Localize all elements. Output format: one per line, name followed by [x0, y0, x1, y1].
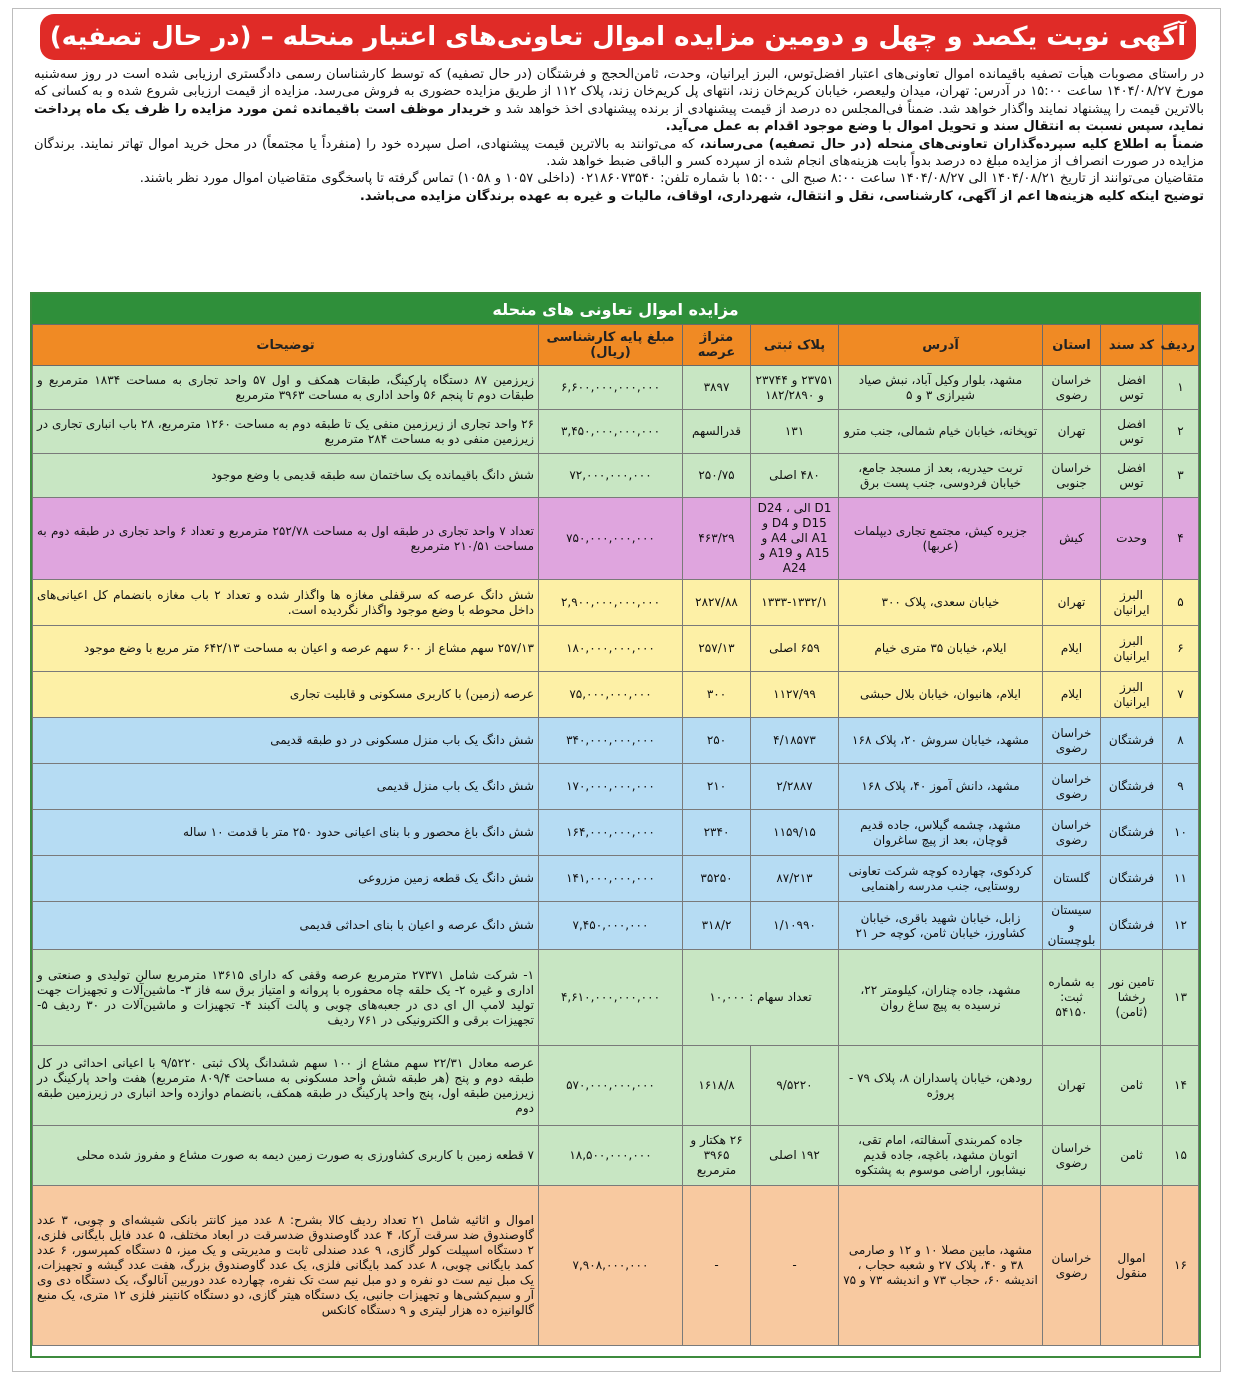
header-address: آدرس: [839, 325, 1043, 366]
table-title: مزایده اموال تعاونی های منحله: [32, 294, 1199, 324]
table-row: [33, 580, 1199, 626]
cell-address: مشهد، دانش آموز ۴۰، پلاک ۱۶۸: [839, 764, 1043, 810]
table-row: [33, 902, 1199, 950]
cell-doc-code: البرز ایرانیان: [1101, 626, 1163, 672]
cell-registration-plate: ۲/۲۸۸۷: [751, 764, 839, 810]
cell-address: زابل، خیابان شهید باقری، خیابان کشاورز، خیابان ثامن، کوچه حر ۲۱: [839, 902, 1043, 950]
cell-base-price: ۱۴۱,۰۰۰,۰۰۰,۰۰۰: [539, 856, 683, 902]
intro-buyer-obligation: خریدار موظف است باقیمانده ثمن مورد مزایده را ظرف یک ماه پرداخت نماید، سپس نسبت به انتقال سند و تحویل اموال با وضع موجود اقدام به عمل می‌آید.: [34, 101, 1204, 135]
cell-province: سیستان و بلوچستان: [1043, 902, 1101, 950]
cell-address: رودهن، خیابان پاسداران ۸، پلاک ۷۹ - پروژه: [839, 1046, 1043, 1126]
cell-description: ۲۵۷/۱۳ سهم مشاع از ۶۰۰ سهم عرصه و اعیان به مساحت ۶۴۲/۱۳ متر مربع با وضع موجود: [33, 626, 539, 672]
table-row: [33, 1046, 1199, 1126]
cell-description: شش دانگ یک باب منزل مسکونی در دو طبقه قدیمی: [33, 718, 539, 764]
cell-registration-plate: ۴۸۰ اصلی: [751, 454, 839, 498]
cell-province: کیش: [1043, 498, 1101, 580]
table-row: [33, 718, 1199, 764]
cell-base-price: ۴,۶۱۰,۰۰۰,۰۰۰,۰۰۰: [539, 950, 683, 1046]
cell-registration-plate: ۱۳۳۳-۱۳۳۲/۱: [751, 580, 839, 626]
cell-doc-code: افضل توس: [1101, 410, 1163, 454]
cell-row-number: ۸: [1163, 718, 1199, 764]
cell-description: شش دانگ باقیمانده یک ساختمان سه طبقه قدیمی با وضع موجود: [33, 454, 539, 498]
table-row: [33, 498, 1199, 580]
cell-doc-code: فرشتگان: [1101, 810, 1163, 856]
cell-area: ۱۶۱۸/۸: [683, 1046, 751, 1126]
cell-address: مشهد، چشمه گیلاس، جاده قدیم قوچان، بعد از پیچ ساغروان: [839, 810, 1043, 856]
table-row: [33, 856, 1199, 902]
cell-base-price: ۵۷۰,۰۰۰,۰۰۰,۰۰۰: [539, 1046, 683, 1126]
cell-area: ۳۵۲۵۰: [683, 856, 751, 902]
cell-doc-code: البرز ایرانیان: [1101, 672, 1163, 718]
cell-area: ۲۵۰: [683, 718, 751, 764]
cell-registration-plate: ۱۳۱: [751, 410, 839, 454]
cell-row-number: ۱۵: [1163, 1126, 1199, 1186]
cell-doc-code: فرشتگان: [1101, 856, 1163, 902]
table-row: [33, 810, 1199, 856]
cell-registration-plate: ۱۹۲ اصلی: [751, 1126, 839, 1186]
cell-area: ۳۸۹۷: [683, 366, 751, 410]
cell-row-number: ۷: [1163, 672, 1199, 718]
cell-registration-plate: ۸۷/۲۱۳: [751, 856, 839, 902]
table-row: [33, 626, 1199, 672]
cell-doc-code: تامین نور رخشا (ثامن): [1101, 950, 1163, 1046]
cell-row-number: ۶: [1163, 626, 1199, 672]
cell-base-price: ۷۵,۰۰۰,۰۰۰,۰۰۰: [539, 672, 683, 718]
table-row: [33, 672, 1199, 718]
cell-row-number: ۴: [1163, 498, 1199, 580]
cell-base-price: ۲,۹۰۰,۰۰۰,۰۰۰,۰۰۰: [539, 580, 683, 626]
cell-registration-plate: ۴/۱۸۵۷۳: [751, 718, 839, 764]
cell-base-price: ۷۵۰,۰۰۰,۰۰۰,۰۰۰: [539, 498, 683, 580]
cell-description: شش دانگ عرصه و اعیان با بنای احداثی قدیمی: [33, 902, 539, 950]
header-doc-code: کد سند: [1101, 325, 1163, 366]
cell-row-number: ۱۱: [1163, 856, 1199, 902]
cell-base-price: ۱۸,۵۰۰,۰۰۰,۰۰۰: [539, 1126, 683, 1186]
intro-paragraph-4: توضیح اینکه کلیه هزینه‌ها اعم از آگهی، کارشناسی، نقل و انتقال، شهرداری، اوقاف، مالیات و غیره به عهده برندگان مزایده می‌باشد.: [359, 188, 1204, 204]
cell-doc-code: ثامن: [1101, 1126, 1163, 1186]
table-row: [33, 366, 1199, 410]
table-row: [33, 1186, 1199, 1346]
cell-registration-plate: ۱۱۵۹/۱۵: [751, 810, 839, 856]
cell-area: ۲۸۲۷/۸۸: [683, 580, 751, 626]
cell-doc-code: البرز ایرانیان: [1101, 580, 1163, 626]
cell-province: خراسان رضوی: [1043, 810, 1101, 856]
cell-description: زیرزمین ۸۷ دستگاه پارکینگ، طبقات همکف و اول ۵۷ واحد تجاری به مساحت ۱۸۳۴ مترمربع و طبقات دوم تا پنجم ۵۶ واحد اداری به مساحت ۳۹۶۳ مترمربع: [33, 366, 539, 410]
cell-row-number: ۵: [1163, 580, 1199, 626]
cell-registration-plate: ۱/۱۰۹۹۰: [751, 902, 839, 950]
cell-description: ۲۶ واحد تجاری از زیرزمین منفی یک تا طبقه دوم به مساحت ۱۲۶۰ مترمربع، ۲۸ باب انباری تجاری در زیرزمین منفی دو به مساحت ۲۸۴ مترمربع: [33, 410, 539, 454]
cell-address: مشهد، جاده چناران، کیلومتر ۲۲، نرسیده به پیچ ساغ روان: [839, 950, 1043, 1046]
cell-description: عرصه (زمین) با کاربری مسکونی و قابلیت تجاری: [33, 672, 539, 718]
cell-registration-plate: D1 الی D24 ، D15 و D4 و A1 الی A4 و A15 و A19 و A24: [751, 498, 839, 580]
cell-registration-plate: ۹/۵۲۲۰: [751, 1046, 839, 1126]
header-registration-plate: پلاک ثبتی: [751, 325, 839, 366]
cell-base-price: ۷,۹۰۸,۰۰۰,۰۰۰: [539, 1186, 683, 1346]
cell-address: کردکوی، چهارده کوچه شرکت تعاونی روستایی، جنب مدرسه راهنمایی: [839, 856, 1043, 902]
auction-items-table: [32, 324, 1199, 1346]
cell-doc-code: افضل توس: [1101, 454, 1163, 498]
cell-address: تربت حیدریه، بعد از مسجد جامع، خیابان فردوسی، جنب پست برق: [839, 454, 1043, 498]
cell-address: جاده کمربندی آسفالته، امام تقی، اتوبان مشهد، باغچه، جاده قدیم نیشابور، اراضی موسوم به پشتکوه: [839, 1126, 1043, 1186]
cell-address: مشهد، خیابان سروش ۲۰، پلاک ۱۶۸: [839, 718, 1043, 764]
cell-doc-code: فرشتگان: [1101, 902, 1163, 950]
cell-province: خراسان رضوی: [1043, 718, 1101, 764]
cell-area: ۲۳۴۰: [683, 810, 751, 856]
intro-paragraph-3: متقاضیان می‌توانند از تاریخ ۱۴۰۴/۰۸/۲۱ الی ۱۴۰۴/۰۸/۲۷ ساعت ۸:۰۰ صبح الی ۱۵:۰۰ با شماره تلفن: ۰۲۱۸۶۰۷۳۵۴۰ (داخلی ۱۰۵۷ و ۱۰۵۸) تماس گرفته تا پاسخگوی متقاضیان اموال مورد نظر باشند.: [139, 171, 1204, 187]
cell-province: تهران: [1043, 410, 1101, 454]
cell-province: گلستان: [1043, 856, 1101, 902]
cell-base-price: ۱۸۰,۰۰۰,۰۰۰,۰۰۰: [539, 626, 683, 672]
cell-row-number: ۱۳: [1163, 950, 1199, 1046]
cell-province: ایلام: [1043, 626, 1101, 672]
cell-province: خراسان رضوی: [1043, 366, 1101, 410]
cell-base-price: ۷۲,۰۰۰,۰۰۰,۰۰۰: [539, 454, 683, 498]
header-area: متراژ عرصه: [683, 325, 751, 366]
cell-description: ۷ قطعه زمین با کاربری کشاورزی به صورت زمین دیمه به صورت مشاع و مفروز شده محلی: [33, 1126, 539, 1186]
cell-base-price: ۶,۶۰۰,۰۰۰,۰۰۰,۰۰۰: [539, 366, 683, 410]
intro-paragraph-2: ضمناً به اطلاع کلیه سپرده‌گذاران تعاونی‌های منحله (در حال تصفیه) می‌رساند، که می‌توانند به بالاترین قیمت پیشنهادی، اصل سپرده خود را (منفرداً یا مجتمعاً) در محل خرید اموال تهاتر نمایند. برندگان مزایده در صورت انصراف از مزایده مبلغ ده درصد بدواً بابت هزینه‌های انجام شده از سپرده کسر و الباقی ضبط خواهد شد.: [34, 136, 1204, 170]
cell-description: شش دانگ یک قطعه زمین مزروعی: [33, 856, 539, 902]
header-base-price: مبلغ پایه کارشناسی (ریال): [539, 325, 683, 366]
cell-row-number: ۱۲: [1163, 902, 1199, 950]
cell-doc-code: فرشتگان: [1101, 718, 1163, 764]
cell-registration-plate: -: [751, 1186, 839, 1346]
cell-area: ۲۱۰: [683, 764, 751, 810]
cell-address: مشهد، مابین مصلا ۱۰ و ۱۲ و صارمی ۳۸ و ۴۰، پلاک ۲۷ و شعبه حجاب ، اندیشه ۶۰، حجاب ۷۳ و اندیشه ۷۳ و ۷۵: [839, 1186, 1043, 1346]
cell-province: به شماره ثبت: ۵۴۱۵۰: [1043, 950, 1101, 1046]
cell-area: ۳۱۸/۲: [683, 902, 751, 950]
cell-row-number: ۹: [1163, 764, 1199, 810]
intro-text: [34, 66, 1204, 282]
page-title: آگهی نوبت یکصد و چهل و دومین مزایده اموال تعاونی‌های اعتبار منحله – (در حال تصفیه): [40, 14, 1196, 60]
cell-description: شش دانگ یک باب منزل قدیمی: [33, 764, 539, 810]
table-row: [33, 454, 1199, 498]
cell-address: خیابان سعدی، پلاک ۳۰۰: [839, 580, 1043, 626]
table-row: [33, 410, 1199, 454]
table-header-row: [33, 325, 1199, 366]
cell-address: ایلام، خیابان ۳۵ متری خیام: [839, 626, 1043, 672]
cell-registration-plate: تعداد سهام : ۱۰,۰۰۰: [683, 950, 839, 1046]
cell-province: خراسان جنوبی: [1043, 454, 1101, 498]
cell-area: ۳۰۰: [683, 672, 751, 718]
cell-description: تعداد ۷ واحد تجاری در طبقه اول به مساحت ۲۵۲/۷۸ مترمربع و تعداد ۶ واحد تجاری در طبقه دوم به مساحت ۲۱۰/۵۱ مترمربع: [33, 498, 539, 580]
cell-doc-code: افضل توس: [1101, 366, 1163, 410]
intro-paragraph-1: در راستای مصوبات هیأت تصفیه باقیمانده اموال تعاونی‌های اعتبار افضل‌توس، البرز ایرانیان، وحدت، ثامن‌الحجج و فرشتگان (در حال تصفیه) که توسط کارشناسان رسمی دادگستری ارزیابی شده است در روز سه‌شنبه مورخ ۱۴۰۴/۰۸/۲۷ ساعت ۱۵:۰۰ در آدرس: تهران، میدان ولیعصر، خیابان کریم‌خان زند، انتهای پل کریم‌خان زند، پلاک ۱۱۲ از طریق مزایده حضوری به فروش می‌رسد. مزایده از قیمت ارزیابی شروع شده و به کسانی که بالاترین قیمت را پیشنهاد نمایند واگذار خواهد شد. ضمناً فی‌المجلس ده درصد از قیمت پیشنهادی از برنده پیشنهادی اخذ خواهد شد و خریدار موظف است باقیمانده ثمن مورد مزایده را ظرف یک ماه پرداخت نماید، سپس نسبت به انتقال سند و تحویل اموال با وضع موجود اقدام به عمل می‌آید.: [34, 67, 1204, 135]
cell-row-number: ۱۶: [1163, 1186, 1199, 1346]
auction-table: [30, 292, 1201, 1358]
cell-province: خراسان رضوی: [1043, 1186, 1101, 1346]
cell-base-price: ۱۶۴,۰۰۰,۰۰۰,۰۰۰: [539, 810, 683, 856]
header-description: توضیحات: [33, 325, 539, 366]
cell-registration-plate: ۱۱۲۷/۹۹: [751, 672, 839, 718]
cell-description: عرصه معادل ۲۲/۳۱ سهم مشاع از ۱۰۰ سهم ششدانگ پلاک ثبتی ۹/۵۲۲۰ با اعیانی احداثی در کل طبقه دوم و پنج (هر طبقه شش واحد مسکونی به مساحت ۸۰۹/۴ مترمربع) هفت واحد پارکینگ در زیرزمین طبقه اول، پنج واحد پارکینگ در طبقه همکف، بانضمام دوازده واحد انباری در زیرزمین طبقه دوم: [33, 1046, 539, 1126]
table-row: [33, 1126, 1199, 1186]
table-row: [33, 764, 1199, 810]
cell-row-number: ۱۴: [1163, 1046, 1199, 1126]
cell-description: ۱- شرکت شامل ۲۷۳۷۱ مترمربع عرصه وقفی که دارای ۱۳۶۱۵ مترمربع سالن تولیدی و صنعتی و اداری و غیره ۲- یک حلقه چاه محفوره با پروانه و امتیاز برق سه فاز ۳- ماشین‌آلات و تجهیزات جهت تولید لامپ ال ای دی در جعبه‌های چوبی و پالت آکبند ۴- تجهیزات و ماشین‌آلات در ۳۰ ردیف ۵- تجهیزات برقی و الکترونیکی در ۷۶۱ ردیف: [33, 950, 539, 1046]
cell-doc-code: اموال منقول: [1101, 1186, 1163, 1346]
cell-base-price: ۳,۴۵۰,۰۰۰,۰۰۰,۰۰۰: [539, 410, 683, 454]
header-province: استان: [1043, 325, 1101, 366]
cell-area: -: [683, 1186, 751, 1346]
cell-registration-plate: ۲۳۷۵۱ و ۲۳۷۴۴ و ۱۸۲/۲۸۹۰: [751, 366, 839, 410]
cell-doc-code: وحدت: [1101, 498, 1163, 580]
cell-base-price: ۳۴۰,۰۰۰,۰۰۰,۰۰۰: [539, 718, 683, 764]
cell-area: ۲۵۰/۷۵: [683, 454, 751, 498]
cell-address: جزیره کیش، مجتمع تجاری دیپلمات (عربها): [839, 498, 1043, 580]
cell-row-number: ۲: [1163, 410, 1199, 454]
cell-doc-code: ثامن: [1101, 1046, 1163, 1126]
cell-address: مشهد، بلوار وکیل آباد، نبش صیاد شیرازی ۳ و ۵: [839, 366, 1043, 410]
intro-depositors-notice: ضمناً به اطلاع کلیه سپرده‌گذاران تعاونی‌های منحله (در حال تصفیه) می‌رساند،: [699, 136, 1204, 152]
cell-province: خراسان رضوی: [1043, 1126, 1101, 1186]
cell-row-number: ۱: [1163, 366, 1199, 410]
cell-description: شش دانگ باغ محصور و با بنای اعیانی حدود ۲۵۰ متر با قدمت ۱۰ ساله: [33, 810, 539, 856]
table-row: [33, 950, 1199, 1046]
cell-address: ایلام، هانیوان، خیابان بلال حبشی: [839, 672, 1043, 718]
cell-description: اموال و اثاثیه شامل ۲۱ تعداد ردیف کالا بشرح: ۸ عدد میز کانتر بانکی شیشه‌ای و چوبی، ۳ عدد گاوصندوق ضد سرقت آرکا، ۴ عدد گاوصندوق ضدسرقت در ابعاد مختلف، ۵ عدد فایل بایگانی فلزی، ۲ دستگاه اسپیلت کولر گازی، ۹ عدد صندلی ثابت و مدیریتی و یک میز، ۵ دستگاه کمپرسور، ۶ عدد کمد بایگانی چوبی، ۸ عدد کمد بایگانی فلزی، یک عدد گاوصندوق بزرگ، هفت عدد گیشه و تجهیزات، یک مبل نیم ست دو نفره و دو مبل نیم ست تک نفره، چهارده عدد دوربین آنالوگ، یک دستگاه دی وی آر و سیم‌کشی‌ها و تجهیزات جانبی، یک دستگاه هیتر گازی، دو دستگاه کانتینر فلزی ۱۲ متری، یک منبع گالوانیزه ده هزار لیتری و ۹ دستگاه کانکس: [33, 1186, 539, 1346]
cell-province: خراسان رضوی: [1043, 764, 1101, 810]
cell-doc-code: فرشتگان: [1101, 764, 1163, 810]
cell-area: ۲۶ هکتار و ۳۹۶۵ مترمربع: [683, 1126, 751, 1186]
cell-area: ۲۵۷/۱۳: [683, 626, 751, 672]
cell-area: ۴۶۳/۲۹: [683, 498, 751, 580]
cell-registration-plate: ۶۵۹ اصلی: [751, 626, 839, 672]
cell-province: تهران: [1043, 580, 1101, 626]
cell-description: شش دانگ عرصه که سرقفلی مغازه ها واگذار شده و تعداد ۲ باب مغازه بانضمام کل اعیانی‌های داخل محوطه با وضع موجود واگذار نگردیده است.: [33, 580, 539, 626]
header-row-number: ردیف: [1163, 325, 1199, 366]
cell-base-price: ۷,۴۵۰,۰۰۰,۰۰۰: [539, 902, 683, 950]
cell-row-number: ۳: [1163, 454, 1199, 498]
cell-address: توپخانه، خیابان خیام شمالی، جنب مترو: [839, 410, 1043, 454]
cell-province: تهران: [1043, 1046, 1101, 1126]
cell-base-price: ۱۷۰,۰۰۰,۰۰۰,۰۰۰: [539, 764, 683, 810]
cell-area: قدرالسهم: [683, 410, 751, 454]
cell-row-number: ۱۰: [1163, 810, 1199, 856]
cell-province: ایلام: [1043, 672, 1101, 718]
